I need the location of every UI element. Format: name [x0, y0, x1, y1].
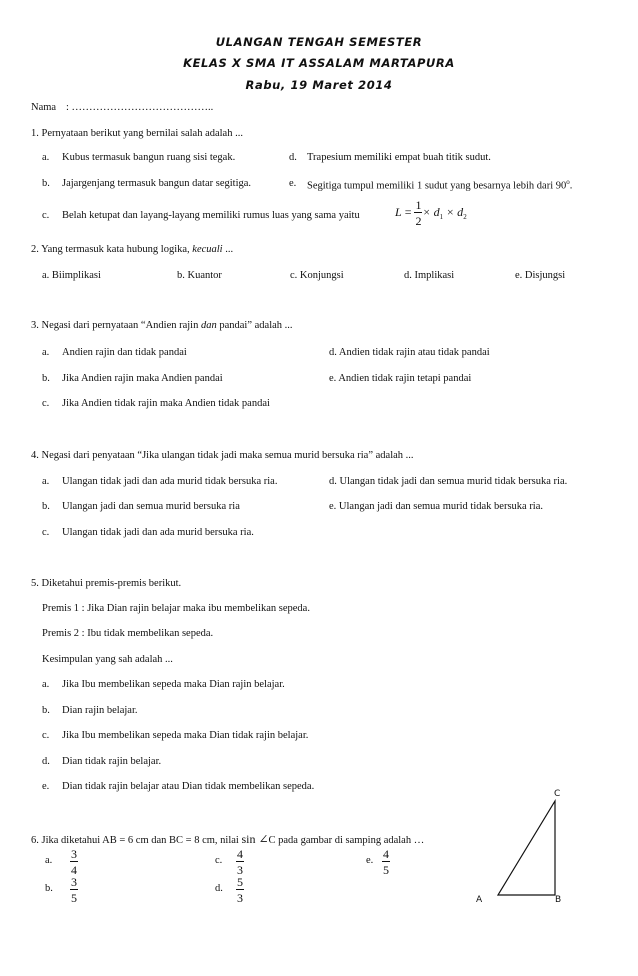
q5-option-c: Jika Ibu membelikan sepeda maka Dian tidak rajin belajar. — [62, 730, 309, 741]
q5-option-d: Dian tidak rajin belajar. — [62, 756, 162, 767]
q1-a-key: a. — [42, 152, 50, 163]
q4-c-key: c. — [42, 527, 50, 538]
q2-option-c: c. Konjungsi — [290, 270, 344, 281]
q2-option-d: d. Implikasi — [404, 270, 455, 281]
q3-stem: 3. Negasi dari pernyataan “Andien rajin dan pandai” adalah ... — [31, 320, 293, 331]
q5-d-key: d. — [42, 756, 50, 767]
q1-b-key: b. — [42, 178, 50, 189]
q3-b-key: b. — [42, 373, 50, 384]
q3-option-a: Andien rajin dan tidak pandai — [62, 347, 187, 358]
q1-option-e: Segitiga tumpul memiliki 1 sudut yang besarnya lebih dari 90$^o$. — [307, 178, 573, 192]
q2-option-b: b. Kuantor — [177, 270, 222, 281]
q4-option-d: d. Ulangan tidak jadi dan semua murid tidak bersuka ria. — [329, 476, 568, 487]
rhombus-area-formula: L = $\frac{1}{2}$ × $d_1 \times d_2$ — [395, 198, 467, 228]
q5-conclusion-prompt: Kesimpulan yang sah adalah ... — [42, 654, 173, 665]
q6-option-c: $\frac{4}{3}$ — [237, 847, 243, 877]
q4-stem: 4. Negasi dari penyataan “Jika ulangan tidak jadi maka semua murid bersuka ria” adalah ... — [31, 450, 414, 461]
q5-premise-1: Premis 1 : Jika Dian rajin belajar maka ibu membelikan sepeda. — [42, 603, 310, 614]
vertex-label-b: B — [555, 895, 562, 905]
q3-a-key: a. — [42, 347, 50, 358]
q1-option-d: Trapesium memiliki empat buah titik sudut. — [307, 152, 491, 163]
right-triangle-figure — [470, 785, 580, 910]
q5-premise-2: Premis 2 : Ibu tidak membelikan sepeda. — [42, 628, 214, 639]
q1-option-a: Kubus termasuk bangun ruang sisi tegak. — [62, 152, 236, 163]
q3-c-key: c. — [42, 398, 50, 409]
q1-stem: 1. Pernyataan berikut yang bernilai salah adalah ... — [31, 128, 243, 139]
vertex-label-c: C — [554, 789, 561, 799]
q4-option-b: Ulangan jadi dan semua murid bersuka ria — [62, 501, 240, 512]
exam-title: ULANGAN TENGAH SEMESTER — [215, 35, 423, 49]
q6-option-a: $\frac{3}{4}$ — [71, 847, 77, 877]
q6-c-key: c. — [215, 855, 223, 866]
q4-option-a: Ulangan tidak jadi dan ada murid tidak bersuka ria. — [62, 476, 278, 487]
q5-option-b: Dian rajin belajar. — [62, 705, 138, 716]
q4-option-c: Ulangan tidak jadi dan ada murid bersuka ria. — [62, 527, 254, 538]
q4-b-key: b. — [42, 501, 50, 512]
q6-option-d: $\frac{5}{3}$ — [237, 875, 243, 905]
q2-option-a: a. Biimplikasi — [42, 270, 101, 281]
q6-a-key: a. — [45, 855, 53, 866]
q2-stem: 2. Yang termasuk kata hubung logika, kecuali ... — [31, 244, 234, 255]
exam-date: Rabu, 19 Maret 2014 — [245, 78, 393, 92]
q6-option-b: $\frac{3}{5}$ — [71, 875, 77, 905]
q6-e-key: e. — [366, 855, 374, 866]
q1-option-c: Belah ketupat dan layang-layang memiliki rumus luas yang sama yaitu — [62, 210, 360, 221]
exam-class: KELAS X SMA IT ASSALAM MARTAPURA — [183, 56, 455, 70]
q4-option-e: e. Ulangan jadi dan semua murid tidak bersuka ria. — [329, 501, 544, 512]
q5-b-key: b. — [42, 705, 50, 716]
triangle-shape — [498, 801, 555, 895]
q1-e-key: e. — [289, 178, 297, 189]
q6-stem: 6. Jika diketahui AB = 6 cm dan BC = 8 cm, nilai sin ∠C pada gambar di samping adalah … — [31, 832, 425, 846]
name-field: : ………………………………….. — [66, 102, 214, 113]
q5-option-e: Dian tidak rajin belajar atau Dian tidak membelikan sepeda. — [62, 781, 315, 792]
q3-option-c: Jika Andien tidak rajin maka Andien tidak pandai — [62, 398, 270, 409]
vertex-label-a: A — [476, 895, 483, 905]
q6-b-key: b. — [45, 883, 53, 894]
q3-option-b: Jika Andien rajin maka Andien pandai — [62, 373, 223, 384]
q5-stem: 5. Diketahui premis-premis berikut. — [31, 578, 182, 589]
q5-a-key: a. — [42, 679, 50, 690]
q3-option-e: e. Andien tidak rajin tetapi pandai — [329, 373, 472, 384]
q1-option-b: Jajargenjang termasuk bangun datar segitiga. — [62, 178, 252, 189]
q5-option-a: Jika Ibu membelikan sepeda maka Dian rajin belajar. — [62, 679, 285, 690]
q6-d-key: d. — [215, 883, 223, 894]
q5-c-key: c. — [42, 730, 50, 741]
q4-a-key: a. — [42, 476, 50, 487]
q2-option-e: e. Disjungsi — [515, 270, 566, 281]
q1-d-key: d. — [289, 152, 297, 163]
q5-e-key: e. — [42, 781, 50, 792]
q1-c-key: c. — [42, 210, 50, 221]
name-label: Nama — [31, 102, 57, 113]
q6-option-e: $\frac{4}{5}$ — [383, 847, 389, 877]
q3-option-d: d. Andien tidak rajin atau tidak pandai — [329, 347, 490, 358]
